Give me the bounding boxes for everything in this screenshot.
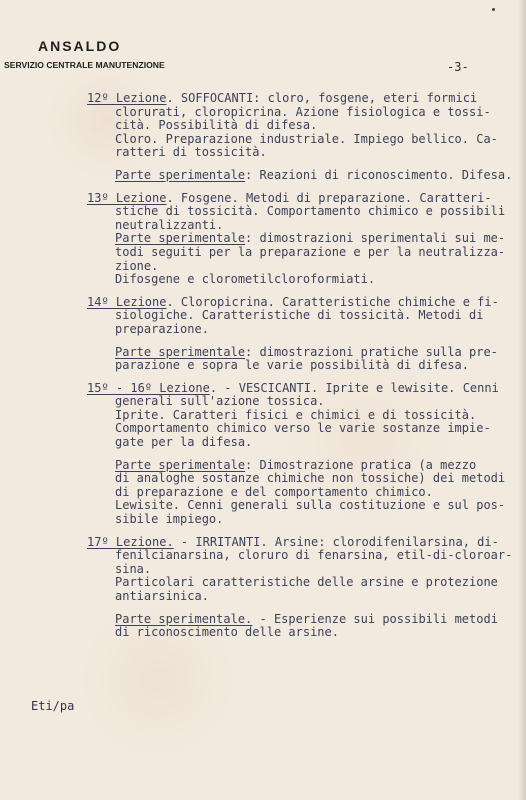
text-line: neutralizzanti. <box>115 217 224 232</box>
page-number: -3- <box>447 60 469 74</box>
text-line: generali sull'azione tossica. <box>115 394 325 409</box>
text-line: di riconoscimento delle arsine. <box>115 625 339 640</box>
lesson-heading-line <box>87 169 517 183</box>
text-line: antiarsinica. <box>115 589 209 603</box>
lesson-list <box>87 92 517 649</box>
underlined-label: Parte sperimentale <box>115 457 246 472</box>
line-text: . SOFFOCANTI: cloro, fosgene, eteri formici <box>166 91 478 105</box>
line-text: - Esperienze sui possibili metodi <box>252 611 498 626</box>
lesson-block <box>87 92 517 183</box>
company-name: ANSALDO <box>38 38 122 54</box>
lesson-heading-line <box>87 536 517 550</box>
lesson-heading-line <box>87 613 517 627</box>
underlined-label: Parte sperimentale. <box>115 611 253 626</box>
text-line: clorurati, cloropicrina. Azione fisiologica e tossi- <box>115 104 491 119</box>
line-text: . - VESCICANTI. Iprite e lewisite. Cenni <box>209 380 499 395</box>
text-line: zione. <box>115 258 159 273</box>
department-name: SERVIZIO CENTRALE MANUTENZIONE <box>4 60 165 70</box>
text-line: siologiche. Caratteristiche di tossicità. Metodi di <box>115 308 484 323</box>
lesson-heading-line <box>87 296 517 310</box>
lesson-heading-line <box>87 382 517 396</box>
underlined-label: 14º Lezione <box>87 294 167 309</box>
line-text: : Dimostrazione pratica (a mezzo <box>245 457 477 472</box>
text-line: Cloro. Preparazione industriale. Impiego bellico. Ca- <box>115 131 498 146</box>
text-line: Comportamento chimico verso le varie sostanze impie- <box>115 421 491 436</box>
text-line: fenilcianarsina, cloruro di fenarsina, etil-di-cloroar- <box>115 548 513 563</box>
text-line: todi seguiti per la preparazione e per la neutralizza- <box>115 244 506 259</box>
text-line: cità. Possibilità di difesa. <box>115 118 318 133</box>
text-line: di preparazione e del comportamento chimico. <box>115 484 433 499</box>
underlined-label: 12º Lezione <box>87 91 167 105</box>
line-text: : dimostrazioni sperimentali sui me- <box>245 231 506 246</box>
underlined-label: Parte sperimentale <box>115 344 246 359</box>
text-line: Iprite. Caratteri fisici e chimici e di tossicità. <box>115 407 477 422</box>
underlined-label: Parte sperimentale <box>115 167 246 182</box>
underlined-label: 17º Lezione. <box>87 534 174 549</box>
text-line: sibile impiego. <box>115 512 224 527</box>
text-line: ratteri di tossicità. <box>115 145 267 160</box>
lesson-heading-line <box>87 92 517 106</box>
text-line: di analoghe sostanze chimiche non tossiche) dei metodi <box>115 471 506 486</box>
lesson-block <box>87 382 517 527</box>
text-line: stiche di tossicità. Comportamento chimico e possibili <box>115 204 506 219</box>
line-text: - IRRITANTI. Arsine: clorodifenilarsina, di- <box>173 534 499 549</box>
lesson-block <box>87 536 517 640</box>
underlined-label: 15º - 16º Lezione <box>87 380 210 395</box>
line-text: . Cloropicrina. Caratteristiche chimiche e fi- <box>166 294 499 309</box>
lesson-heading-line <box>87 459 517 473</box>
underlined-label: Parte sperimentale <box>115 231 246 246</box>
text-line: Difosgene e clorometilcloroformiati. <box>115 272 376 287</box>
lesson-block <box>87 296 517 373</box>
underlined-label: 13º Lezione <box>87 190 167 205</box>
text-line: parazione e sopra le varie possibilità di difesa. <box>115 358 470 373</box>
lesson-heading-line <box>87 192 517 206</box>
text-line: sina. <box>115 561 152 576</box>
line-text: : Reazioni di riconoscimento. Difesa. <box>245 167 513 182</box>
line-text: . Fosgene. Metodi di preparazione. Caratteri- <box>166 190 492 205</box>
text-line: preparazione. <box>115 321 209 336</box>
lesson-heading-line <box>87 232 517 246</box>
lesson-block <box>87 192 517 287</box>
text-line: Particolari caratteristiche delle arsine e protezione <box>115 575 498 590</box>
ink-dot <box>492 8 495 11</box>
text-line: Lewisite. Cenni generali sulla costituzione e sul pos- <box>115 498 506 513</box>
page-edge-shadow <box>518 0 526 800</box>
lesson-heading-line <box>87 346 517 360</box>
text-line: gate per la difesa. <box>115 435 253 450</box>
typist-initials: Eti/pa <box>31 699 75 713</box>
line-text: : dimostrazioni pratiche sulla pre- <box>245 344 498 359</box>
